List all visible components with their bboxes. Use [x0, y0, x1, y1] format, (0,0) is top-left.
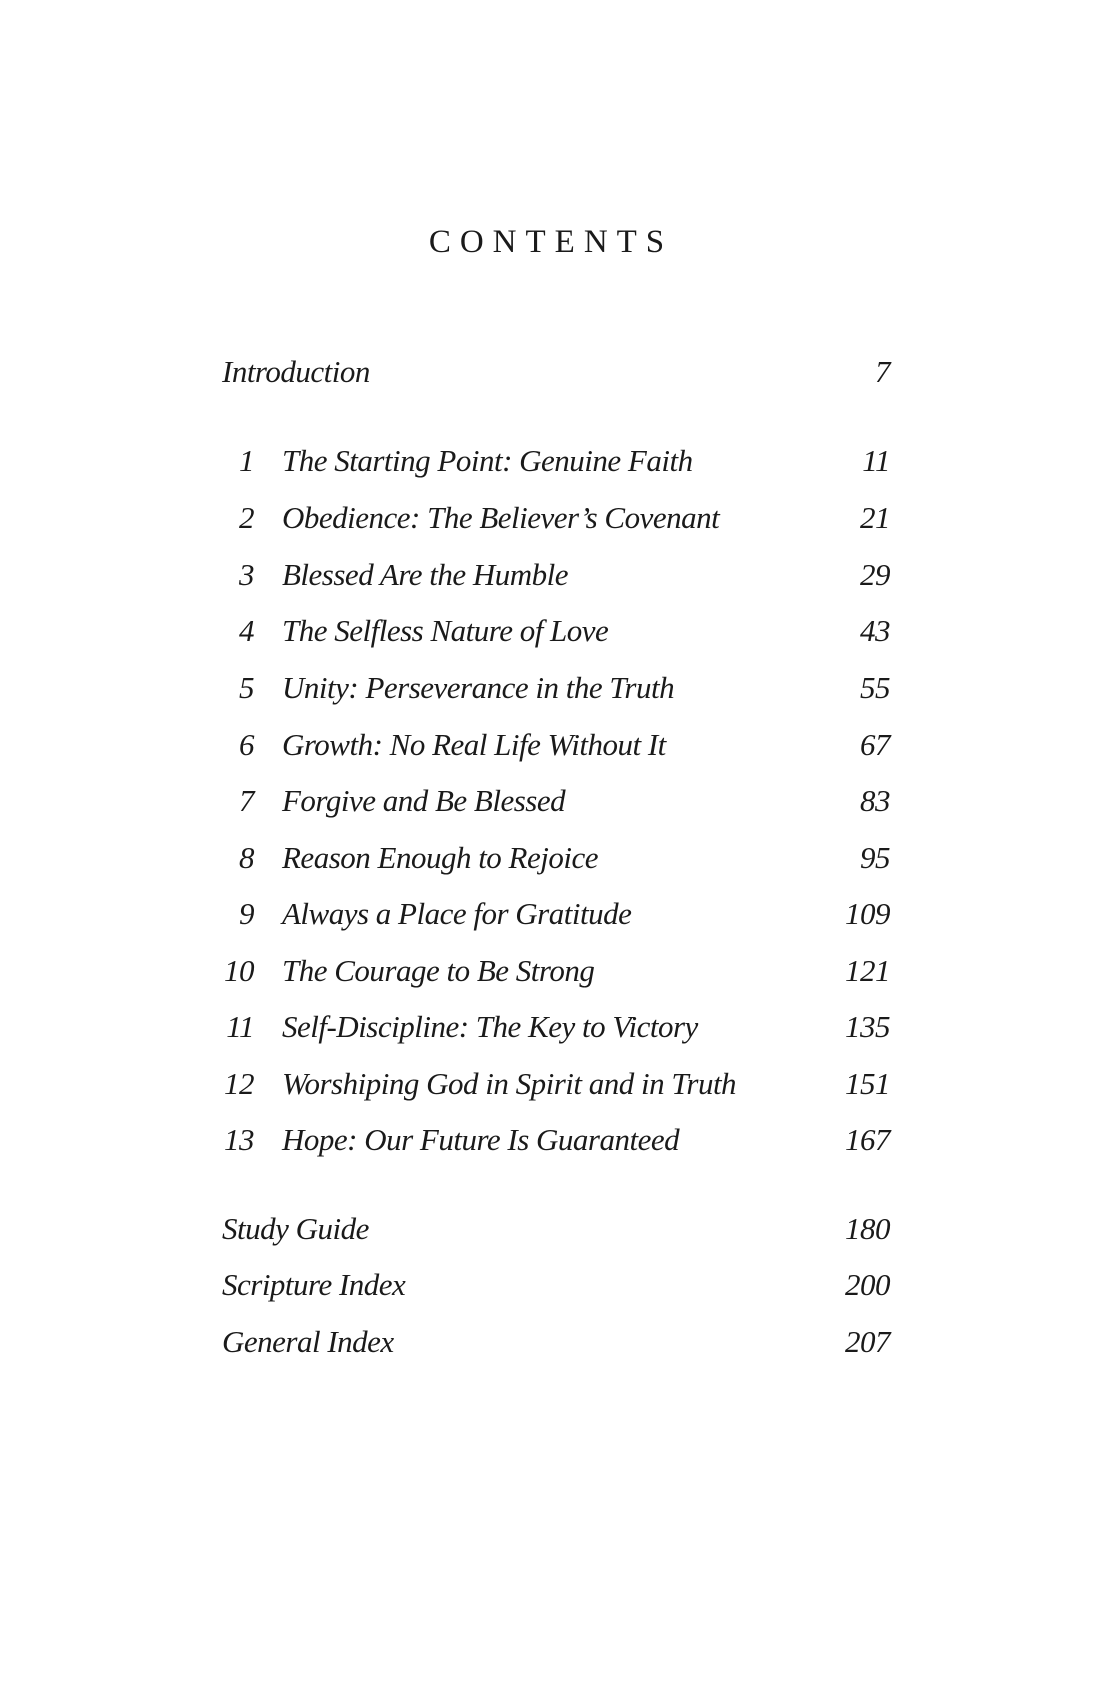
entry-page-number: 83 [860, 783, 890, 818]
chapter-title: Reason Enough to Rejoice [282, 840, 598, 875]
chapter-number: 8 [239, 840, 254, 875]
entry-page-number: 180 [845, 1211, 890, 1246]
toc-entry-chapter-13[interactable] [222, 1118, 890, 1162]
entry-page-number: 207 [845, 1324, 890, 1359]
toc-entry-study-guide[interactable] [222, 1207, 890, 1251]
entry-page-number: 135 [845, 1009, 890, 1044]
entry-page-number: 95 [860, 840, 890, 875]
toc-entry-general-index[interactable] [222, 1320, 890, 1364]
chapter-number: 5 [239, 670, 254, 705]
chapter-number: 13 [224, 1122, 254, 1157]
entry-label: Study Guide [222, 1211, 369, 1246]
entry-page-number: 121 [845, 953, 890, 988]
entry-page-number: 55 [860, 670, 890, 705]
chapter-title: Obedience: The Believer’s Covenant [282, 500, 720, 535]
toc-entry-chapter-8[interactable] [222, 836, 890, 880]
chapter-title: The Courage to Be Strong [282, 953, 595, 988]
chapter-number: 3 [239, 557, 254, 592]
chapter-number: 1 [239, 443, 254, 478]
entry-page-number: 109 [845, 896, 890, 931]
entry-page-number: 29 [860, 557, 890, 592]
chapter-title: Self-Discipline: The Key to Victory [282, 1009, 698, 1044]
toc-entry-scripture-index[interactable] [222, 1263, 890, 1307]
toc-entry-chapter-12[interactable] [222, 1062, 890, 1106]
chapter-number: 10 [224, 953, 254, 988]
chapter-title: Blessed Are the Humble [282, 557, 569, 592]
chapter-number: 11 [226, 1009, 254, 1044]
chapter-title: The Starting Point: Genuine Faith [282, 443, 693, 478]
chapter-title: Worshiping God in Spirit and in Truth [282, 1066, 737, 1101]
chapter-number: 12 [224, 1066, 254, 1101]
toc-entry-chapter-10[interactable] [222, 949, 890, 993]
toc-entry-chapter-7[interactable] [222, 779, 890, 823]
toc-entry-chapter-3[interactable] [222, 553, 890, 597]
chapter-title: Unity: Perseverance in the Truth [282, 670, 675, 705]
chapter-number: 6 [239, 727, 254, 762]
toc-entry-introduction[interactable] [222, 350, 890, 394]
toc-entry-chapter-4[interactable] [222, 609, 890, 653]
chapter-title: Growth: No Real Life Without It [282, 727, 666, 762]
chapter-title: Forgive and Be Blessed [282, 783, 566, 818]
entry-page-number: 167 [845, 1122, 890, 1157]
entry-label: Introduction [222, 354, 370, 389]
entry-page-number: 11 [862, 443, 890, 478]
entry-page-number: 7 [875, 354, 890, 389]
page-title: CONTENTS [428, 224, 674, 260]
toc-entry-chapter-2[interactable] [222, 496, 890, 540]
toc-entry-chapter-1[interactable] [222, 439, 890, 483]
entry-page-number: 43 [860, 613, 890, 648]
entry-page-number: 151 [845, 1066, 890, 1101]
entry-page-number: 200 [845, 1267, 890, 1302]
entry-page-number: 21 [860, 500, 890, 535]
chapter-title: The Selfless Nature of Love [282, 613, 609, 648]
chapter-title: Always a Place for Gratitude [282, 896, 632, 931]
toc-entry-chapter-11[interactable] [222, 1005, 890, 1049]
chapter-number: 4 [239, 613, 254, 648]
chapter-number: 2 [239, 500, 254, 535]
entry-label: General Index [222, 1324, 394, 1359]
chapter-number: 9 [239, 896, 254, 931]
chapter-number: 7 [239, 783, 254, 818]
toc-entry-chapter-5[interactable] [222, 666, 890, 710]
toc-entry-chapter-9[interactable] [222, 892, 890, 936]
entry-page-number: 67 [860, 727, 890, 762]
toc-entry-chapter-6[interactable] [222, 723, 890, 767]
entry-label: Scripture Index [222, 1267, 406, 1302]
chapter-title: Hope: Our Future Is Guaranteed [282, 1122, 680, 1157]
